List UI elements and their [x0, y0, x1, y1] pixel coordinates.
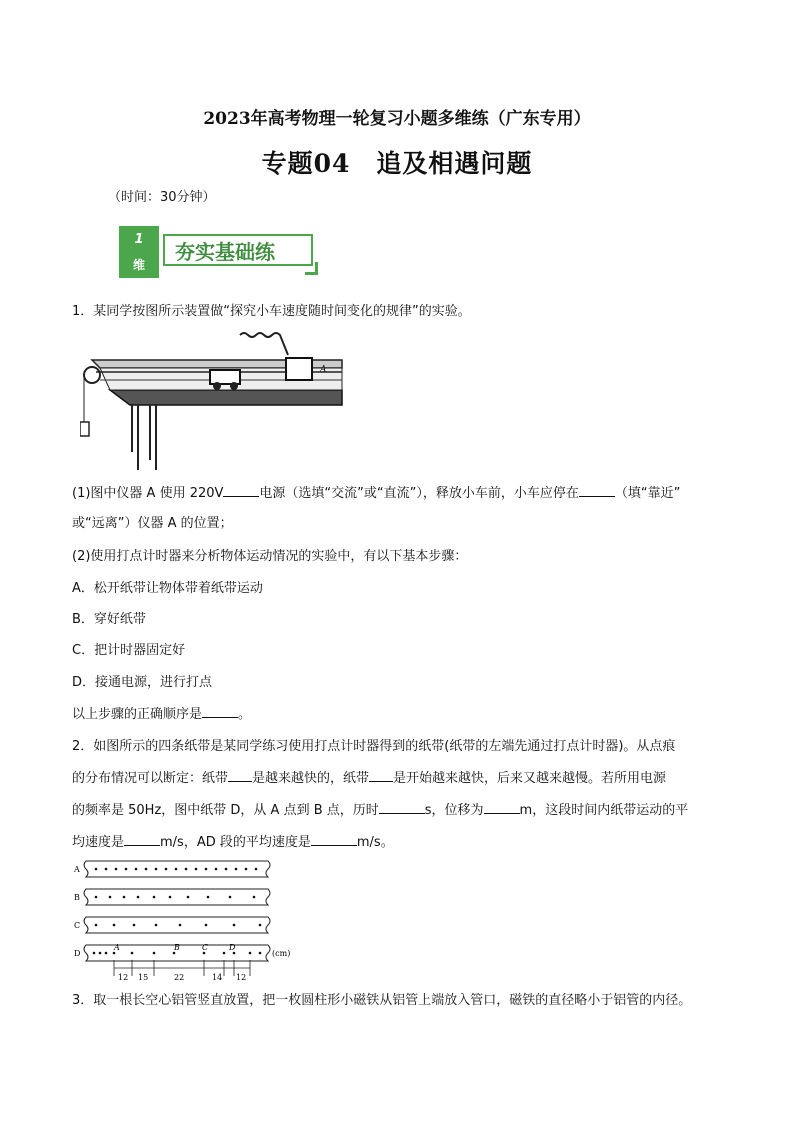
interval-3: 22: [174, 973, 185, 982]
tape-d-point-b: B: [174, 943, 180, 952]
tape-b: [84, 889, 270, 905]
tape-label-a: A: [74, 865, 80, 874]
tape-d-point-a: A: [114, 943, 120, 952]
q2-blank-4[interactable]: [484, 801, 520, 814]
time-note: （时间：30分钟）: [108, 190, 216, 205]
q1-blank-1[interactable]: [223, 484, 259, 497]
tape-label-d: D: [74, 949, 81, 958]
q1-option-d: D．接通电源，进行打点: [72, 675, 213, 690]
tape-c: [84, 917, 270, 933]
cart-apparatus-figure: [80, 330, 350, 475]
badge-corner-mark: [305, 262, 318, 275]
q1-option-b: B．穿好纸带: [72, 612, 146, 627]
q1-part2: (2)使用打点计时器来分析物体运动情况的实验中，有以下基本步骤：: [72, 549, 468, 564]
paper-tapes-figure: [74, 858, 304, 983]
tape-unit: (cm): [272, 949, 291, 958]
q1-option-a: A．松开纸带让物体带着纸带运动: [72, 581, 263, 596]
power-wire: [240, 333, 288, 355]
timer-label-A: A: [320, 365, 327, 375]
tape-b-dots: [95, 896, 256, 899]
tape-d-point-c: C: [202, 943, 209, 952]
q1-part1-line2: 或“远离”）仪器 A 的位置；: [72, 516, 233, 531]
paper-subtitle: 专题04 追及相遇问题: [261, 149, 533, 178]
q1-stem: 1．某同学按图所示装置做“探究小车速度随时间变化的规律”的实验。: [72, 304, 471, 319]
badge-label: 夯实基础练: [163, 234, 313, 266]
tape-d-dots: [93, 952, 262, 955]
q2-blank-1[interactable]: [228, 769, 252, 782]
paper-title: 2023年高考物理一轮复习小题多维练（广东专用）: [203, 109, 591, 129]
interval-4: 14: [212, 973, 223, 982]
track-board: [110, 390, 342, 405]
q2-line2: 的分布情况可以断定：纸带 是越来越快的，纸带 是开始越来越快，后来又越来越慢。若所用电源: [72, 771, 667, 786]
section-badge: [119, 226, 319, 278]
tape-a-dots: [95, 868, 258, 871]
tape-label-b: B: [74, 893, 80, 902]
tape-label-c: C: [74, 921, 81, 930]
tape-c-dots: [95, 924, 262, 927]
badge-number-block: [119, 226, 159, 278]
q1-blank-3[interactable]: [202, 705, 238, 718]
q2-line1: 2．如图所示的四条纸带是某同学练习使用打点计时器得到的纸带(纸带的左端先通过打点计时器)。从点痕: [72, 739, 676, 754]
interval-2: 15: [138, 973, 149, 982]
q1-option-c: C．把计时器固定好: [72, 643, 186, 658]
pulley: [84, 367, 100, 383]
badge-number: 1: [134, 232, 144, 247]
q3-stem: 3．取一根长空心铝管竖直放置，把一枚圆柱形小磁铁从铝管上端放入管口，磁铁的直径略小于铝管的内径。: [72, 993, 692, 1008]
q2-blank-6[interactable]: [311, 833, 357, 846]
q2-blank-3[interactable]: [379, 801, 425, 814]
timer-device: [286, 358, 312, 380]
q2-line4: 均速度是 m/s，AD 段的平均速度是 m/s。: [72, 835, 394, 850]
q2-line3: 的频率是 50Hz，图中纸带 D，从 A 点到 B 点，历时 s，位移为 m，这段时间内纸带运动的平: [72, 803, 689, 818]
hanging-weight: [80, 422, 89, 436]
q2-blank-5[interactable]: [124, 833, 160, 846]
interval-5: 12: [236, 973, 247, 982]
cart: [210, 370, 240, 384]
interval-1: 12: [118, 973, 129, 982]
q1-part1-line1: (1)图中仪器 A 使用 220V 电源（选填“交流”或“直流”），释放小车前，小车应停在 （填“靠近”: [72, 486, 681, 501]
q1-blank-2[interactable]: [579, 484, 615, 497]
badge-unit: 维: [132, 258, 145, 272]
tape-d-point-d: D: [229, 943, 236, 952]
q1-order: 以上步骤的正确顺序是 。: [72, 707, 252, 722]
q2-blank-2[interactable]: [369, 769, 393, 782]
